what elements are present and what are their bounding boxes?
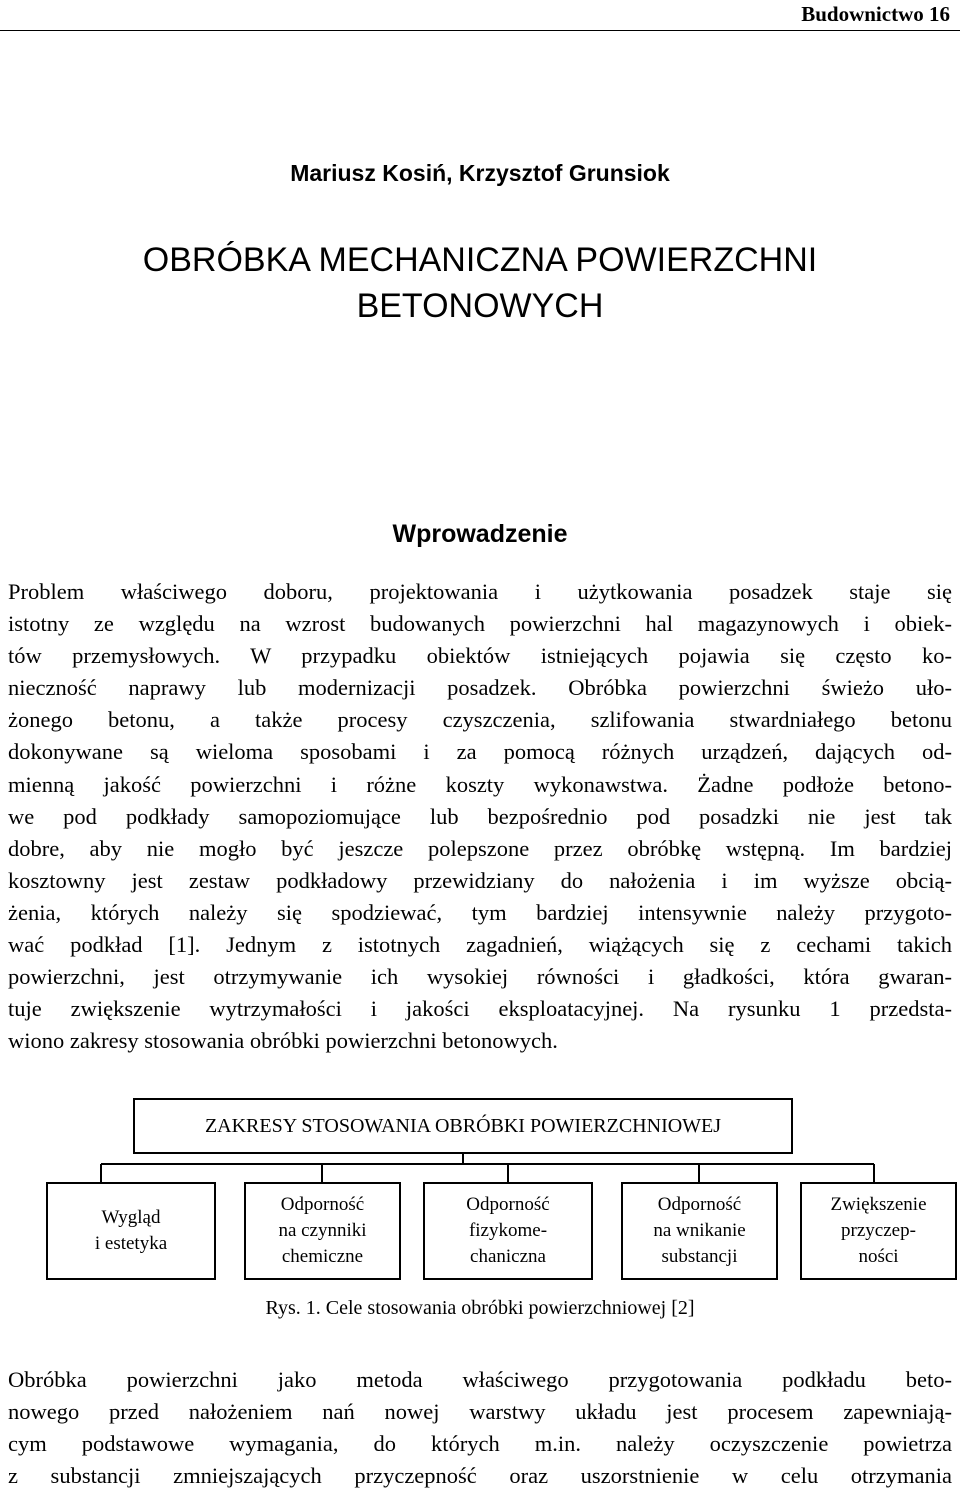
- text-line: powierzchni, jest otrzymywanie ich wysokiej równości i gładkości, która gwaran-: [8, 964, 952, 990]
- title-line: BETONOWYCH: [356, 287, 604, 325]
- box-line: Odporność: [657, 1194, 742, 1215]
- box-line: przyczep-: [841, 1220, 916, 1241]
- text-line: żenia, których należy się spodziewać, tym bardziej intensywnie należy przygoto-: [8, 899, 952, 925]
- text-line: nieczność naprawy lub modernizacji posadzek. Obróbka powierzchni świeżo uło-: [8, 675, 952, 701]
- box-line: na czynniki: [278, 1220, 367, 1241]
- box-line: Wygląd: [101, 1207, 161, 1228]
- box-line: substancji: [661, 1246, 738, 1267]
- box-line: i estetyka: [94, 1233, 168, 1254]
- diagram-box-physicomechanical: [423, 1182, 593, 1280]
- text-line: dobre, aby nie mogło być jeszcze polepszone przez obróbkę wstępną. Im bardziej: [8, 835, 952, 861]
- article-title: [0, 237, 960, 329]
- figure-diagram: [0, 1090, 960, 1290]
- figure-caption: Rys. 1. Cele stosowania obróbki powierzchniowej [2]: [265, 1297, 695, 1319]
- box-line: fizykome-: [468, 1220, 548, 1241]
- text-line: mienną jakość powierzchni i różne koszty wykonawstwa. Żadne podłoże betono-: [8, 771, 952, 797]
- paragraph-1: [8, 576, 952, 1057]
- box-line: Odporność: [466, 1194, 550, 1215]
- text-line: istotny ze względu na wzrost budowanych powierzchni hal magazynowych i obiek-: [8, 611, 952, 637]
- title-line: OBRÓBKA MECHANICZNA POWIERZCHNI: [142, 241, 818, 279]
- text-line: cym podstawowe wymagania, do których m.in. należy oczyszczenie powietrza: [8, 1431, 952, 1457]
- box-line: na wnikanie: [653, 1220, 746, 1241]
- box-line: chaniczna: [470, 1246, 546, 1267]
- diagram-box-chemical: [244, 1182, 401, 1280]
- diagram-box-appearance: [46, 1182, 216, 1280]
- box-line: Zwiększenie: [830, 1194, 927, 1215]
- text-line: wiono zakresy stosowania obróbki powierzchni betonowych.: [8, 1028, 558, 1054]
- section-heading: Wprowadzenie: [392, 520, 568, 548]
- text-line: Problem właściwego doboru, projektowania i użytkowania posadzek staje się: [8, 579, 952, 604]
- text-line: wać podkład [1]. Jednym z istotnych zagadnień, wiążących się z cechami takich: [8, 932, 952, 958]
- box-line: ności: [858, 1246, 899, 1267]
- header-rule: [0, 30, 960, 31]
- diagram-top-box: ZAKRESY STOSOWANIA OBRÓBKI POWIERZCHNIOWEJ: [133, 1098, 793, 1154]
- box-line: Odporność: [280, 1194, 365, 1215]
- text-line: tów przemysłowych. W przypadku obiektów istniejących pojawia się często ko-: [8, 643, 952, 669]
- text-line: nowego przed nałożeniem nań nowej warstwy układu jest procesem zapewniają-: [8, 1399, 952, 1425]
- text-line: żonego betonu, a także procesy czyszczenia, szlifowania stwardniałego betonu: [8, 707, 952, 733]
- text-line: Obróbka powierzchni jako metoda właściwego przygotowania podkładu beto-: [8, 1367, 952, 1392]
- text-line: dokonywane są wieloma sposobami i za pomocą różnych urządzeń, dających od-: [8, 739, 952, 765]
- authors: Mariusz Kosiń, Krzysztof Grunsiok: [290, 160, 670, 186]
- text-line: kosztowny jest zestaw podkładowy przewidziany do nałożenia i im wyższe obcią-: [8, 867, 952, 893]
- paragraph-2: [8, 1364, 952, 1492]
- text-line: z substancji zmniejszających przyczepność oraz uszorstnienie w celu otrzymania: [8, 1463, 952, 1489]
- box-line: chemiczne: [281, 1246, 364, 1267]
- journal-header: Budownictwo 16: [801, 2, 950, 26]
- text-line: tuje zwiększenie wytrzymałości i jakości eksploatacyjnej. Na rysunku 1 przedsta-: [8, 996, 952, 1022]
- text-line: we pod podkłady samopoziomujące lub bezpośrednio pod posadzki nie jest tak: [8, 803, 952, 829]
- diagram-box-adhesion: [800, 1182, 957, 1280]
- diagram-box-penetration: [621, 1182, 778, 1280]
